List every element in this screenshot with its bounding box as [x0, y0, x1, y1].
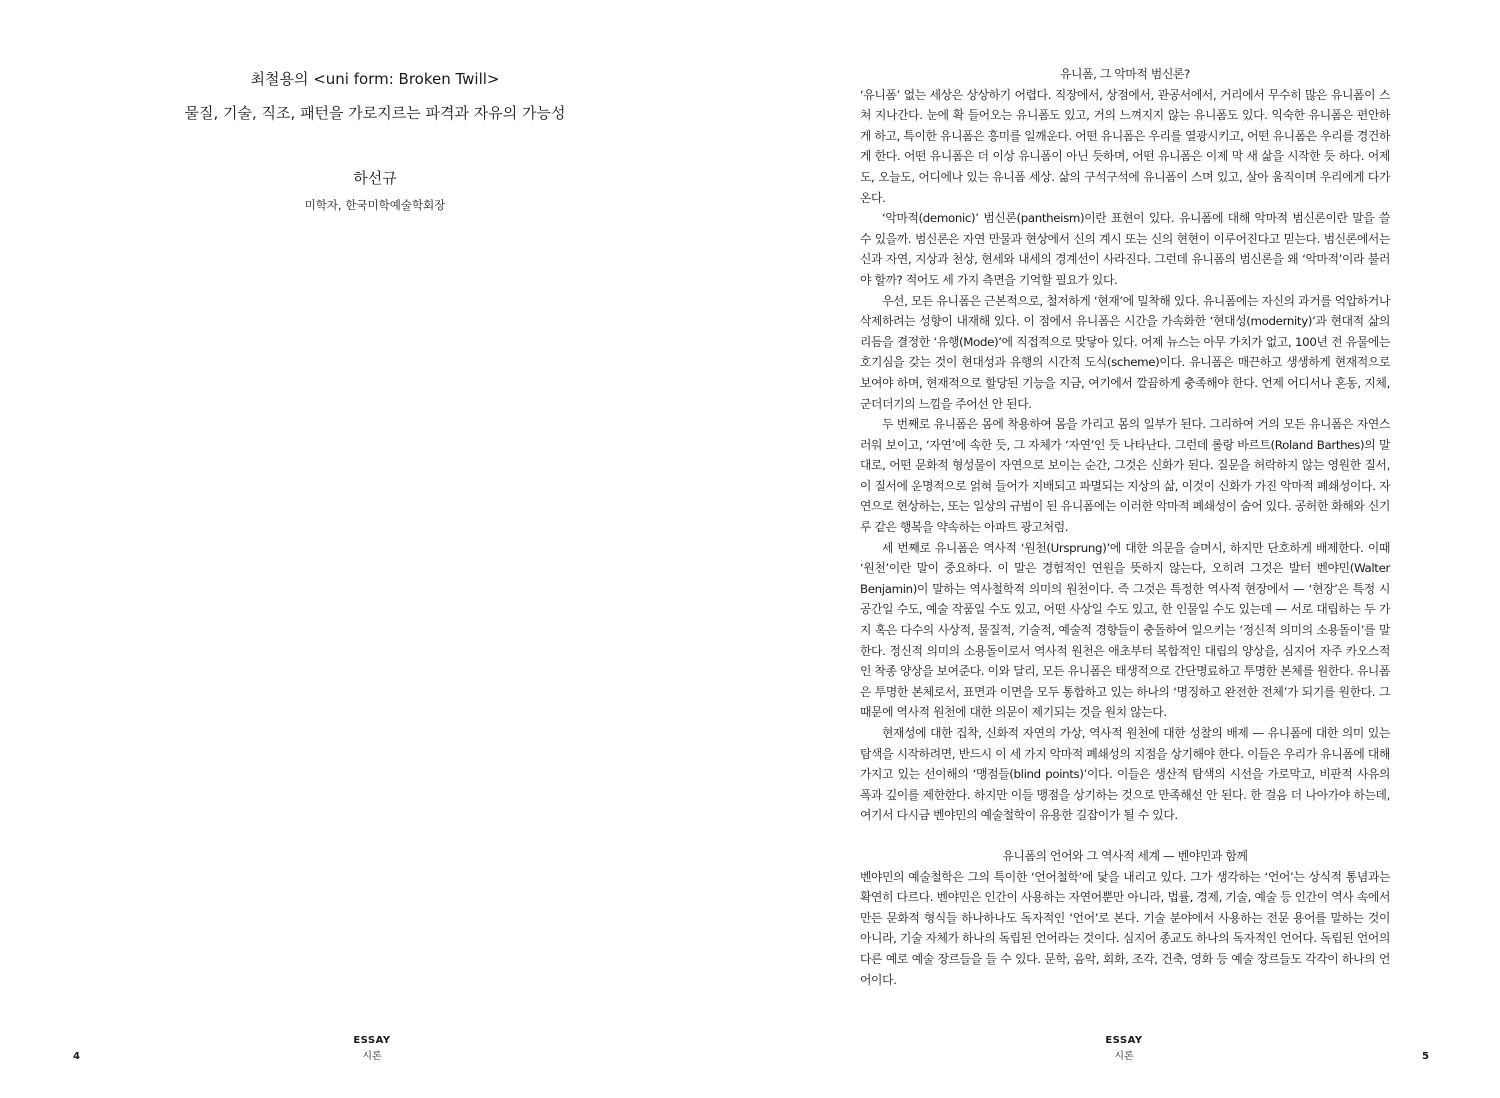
footer-section-label	[1064, 1034, 1184, 1064]
body-paragraph: 두 번째로 유니폼은 몸에 착용하여 몸을 가리고 몸의 일부가 된다. 그리하여 거의 모든 유니폼은 자연스러워 보이고, ‘자연’에 속한 듯, 그 자체가 ‘자연’인 듯 나타난다. 그런데 롤랑 바르트(Roland Barthes)의 말대로, 어떤 문화적 형성물이 자연으로 보이는 순간, 그것은 신화가 된다. 질문을 허락하지 않는 영원한 질서, 이 질서에 운명적으로 얽혀 들어가 지배되고 파멸되는 지상의 삶, 이것이 신화가 가진 악마적 폐쇄성이다. 자연으로 현상하는, 또는 일상의 규범이 된 유니폼에는 이러한 악마적 폐쇄성이 숨어 있다. 공허한 화해와 신기루 같은 행복을 약속하는 아파트 광고처럼.	[860, 417, 1390, 535]
author-role: 미학자, 한국미학예술학회장	[304, 198, 446, 212]
section-heading: 유니폼의 언어와 그 역사적 세계 — 벤야민과 함께	[1002, 848, 1248, 863]
essay-body	[860, 64, 1390, 990]
right-page	[750, 0, 1500, 1098]
section-heading: 유니폼, 그 악마적 범신론?	[1060, 67, 1190, 81]
body-paragraph: ‘유니폼’ 없는 세상은 상상하기 어렵다. 직장에서, 상점에서, 관공서에서, 거리에서 무수히 많은 유니폼이 스쳐 지나간다. 눈에 확 들어오는 유니폼도 있고, 거의 느껴지지 않는 유니폼도 있다. 익숙한 유니폼은 편안하게 하고, 특이한 유니폼은 흥미를 일깨운다. 어떤 유니폼은 우리를 열광시키고, 어떤 유니폼은 우리를 경건하게 한다. 어떤 유니폼은 더 이상 유니폼이 아닌 듯하며, 어떤 유니폼은 이제 막 새 삶을 시작한 듯 하다. 어제도, 오늘도, 어디에나 있는 유니폼 세상. 삶의 구석구석에 유니폼이 스며 있고, 살아 움직이며 우리에게 다가온다.	[860, 87, 1390, 205]
body-paragraph: 우선, 모든 유니폼은 근본적으로, 철저하게 ‘현재’에 밀착해 있다. 유니폼에는 자신의 과거를 억압하거나 삭제하려는 성향이 내재해 있다. 이 점에서 유니폼은 시간을 가속화한 ‘현대성(modernity)’과 현대적 삶의 리듬을 결정한 ‘유행(Mode)’에 직접적으로 맞닿아 있다. 어제 뉴스는 아무 가치가 없고, 100년 전 유물에는 호기심을 갖는 것이 현대성과 유행의 시간적 도식(scheme)이다. 유니폼은 매끈하고 생생하게 현재적으로 보여야 하며, 현재적으로 할당된 기능을 지금, 여기에서 깔끔하게 충족해야 한다. 언제 어디서나 혼동, 지체, 군더더기의 느낌을 주어선 안 된다.	[860, 293, 1390, 411]
page-number: 5	[1422, 1051, 1429, 1062]
body-paragraph: 현재성에 대한 집착, 신화적 자연의 가상, 역사적 원천에 대한 성찰의 배제 — 유니폼에 대한 의미 있는 탐색을 시작하려면, 반드시 이 세 가지 악마적 폐쇄성의 지점을 상기해야 한다. 이들은 우리가 유니폼에 대해 가지고 있는 선이해의 ‘맹점들(blind points)’이다. 이들은 생산적 탐색의 시선을 가로막고, 비판적 사유의 폭과 깊이를 제한한다. 하지만 이들 맹점을 상기하는 것으로 만족해선 안 된다. 한 걸음 더 나아가야 하는데, 여기서 다시금 벤야민의 예술철학이 유용한 길잡이가 될 수 있다.	[860, 726, 1390, 823]
footer-label-ko: 시론	[1114, 1051, 1134, 1062]
footer-label-en: ESSAY	[1105, 1035, 1143, 1046]
body-paragraph: ‘악마적(demonic)’ 범신론(pantheism)이란 표현이 있다. 유니폼에 대해 악마적 범신론이란 말을 쓸 수 있을까. 범신론은 자연 만물과 현상에서 신의 계시 또는 신의 현현이 이루어진다고 믿는다. 범신론에서는 신과 자연, 지상과 천상, 현세와 내세의 경계선이 사라진다. 그런데 유니폼의 범신론을 왜 ‘악마적’이라 불러야 할까? 적어도 세 가지 측면을 기억할 필요가 있다.	[860, 211, 1390, 287]
section-spacer	[860, 826, 1390, 846]
author-name: 하선규	[353, 169, 397, 187]
body-paragraph: 벤야민의 예술철학은 그의 특이한 ‘언어철학’에 닻을 내리고 있다. 그가 생각하는 ‘언어’는 상식적 통념과는 확연히 다르다. 벤야민은 인간이 사용하는 자연어뿐만 아니라, 법률, 경제, 기술, 예술 등 인간이 역사 속에서 만든 문화적 형식들 하나하나도 독자적인 ‘언어’로 본다. 기술 분야에서 사용하는 전문 용어를 말하는 것이 아니라, 기술 자체가 하나의 독립된 언어라는 것이다. 심지어 종교도 하나의 독자적인 언어다. 독립된 언어의 다른 예로 예술 장르들을 들 수 있다. 문학, 음악, 회화, 조각, 건축, 영화 등 예술 장르들도 각각이 하나의 언어이다.	[860, 869, 1390, 987]
page-number: 4	[73, 1051, 80, 1062]
body-paragraph: 세 번째로 유니폼은 역사적 ‘원천(Ursprung)’에 대한 의문을 슬며시, 하지만 단호하게 배제한다. 이때 ‘원천’이란 말이 중요하다. 이 말은 경험적인 연원을 뜻하지 않는다, 오히려 그것은 발터 벤야민(Walter Benjamin)이 말하는 역사철학적 의미의 원천이다. 즉 그것은 특정한 역사적 현장에서 — ‘현장’은 특정 시공간일 수도, 예술 작품일 수도 있고, 어떤 사상일 수도 있고, 한 인물일 수도 있는데 — 서로 대립하는 두 가지 혹은 다수의 사상적, 물질적, 기술적, 예술적 경향들이 충돌하여 일으키는 ‘정신적 의미의 소용돌이’를 말한다. 정신적 의미의 소용돌이로서 역사적 원천은 애초부터 복합적인 대립의 양상을, 심지어 자주 카오스적인 착종 양상을 보여준다. 이와 달리, 모든 유니폼은 태생적으로 간단명료하고 투명한 본체를 원한다. 유니폼은 투명한 본체로서, 표면과 이면을 모두 통합하고 있는 하나의 ‘명징하고 완전한 전체’가 되기를 원한다. 그 때문에 역사적 원천에 대한 의문이 제기되는 것을 원치 않는다.	[860, 540, 1390, 720]
footer-label-en: ESSAY	[353, 1035, 391, 1046]
footer-section-label	[312, 1034, 432, 1064]
essay-title: 최철용의 <uni form: Broken Twill>	[250, 70, 500, 88]
title-block	[60, 66, 690, 214]
essay-subtitle: 물질, 기술, 직조, 패턴을 가로지르는 파격과 자유의 가능성	[184, 104, 566, 122]
footer-label-ko: 시론	[362, 1051, 382, 1062]
